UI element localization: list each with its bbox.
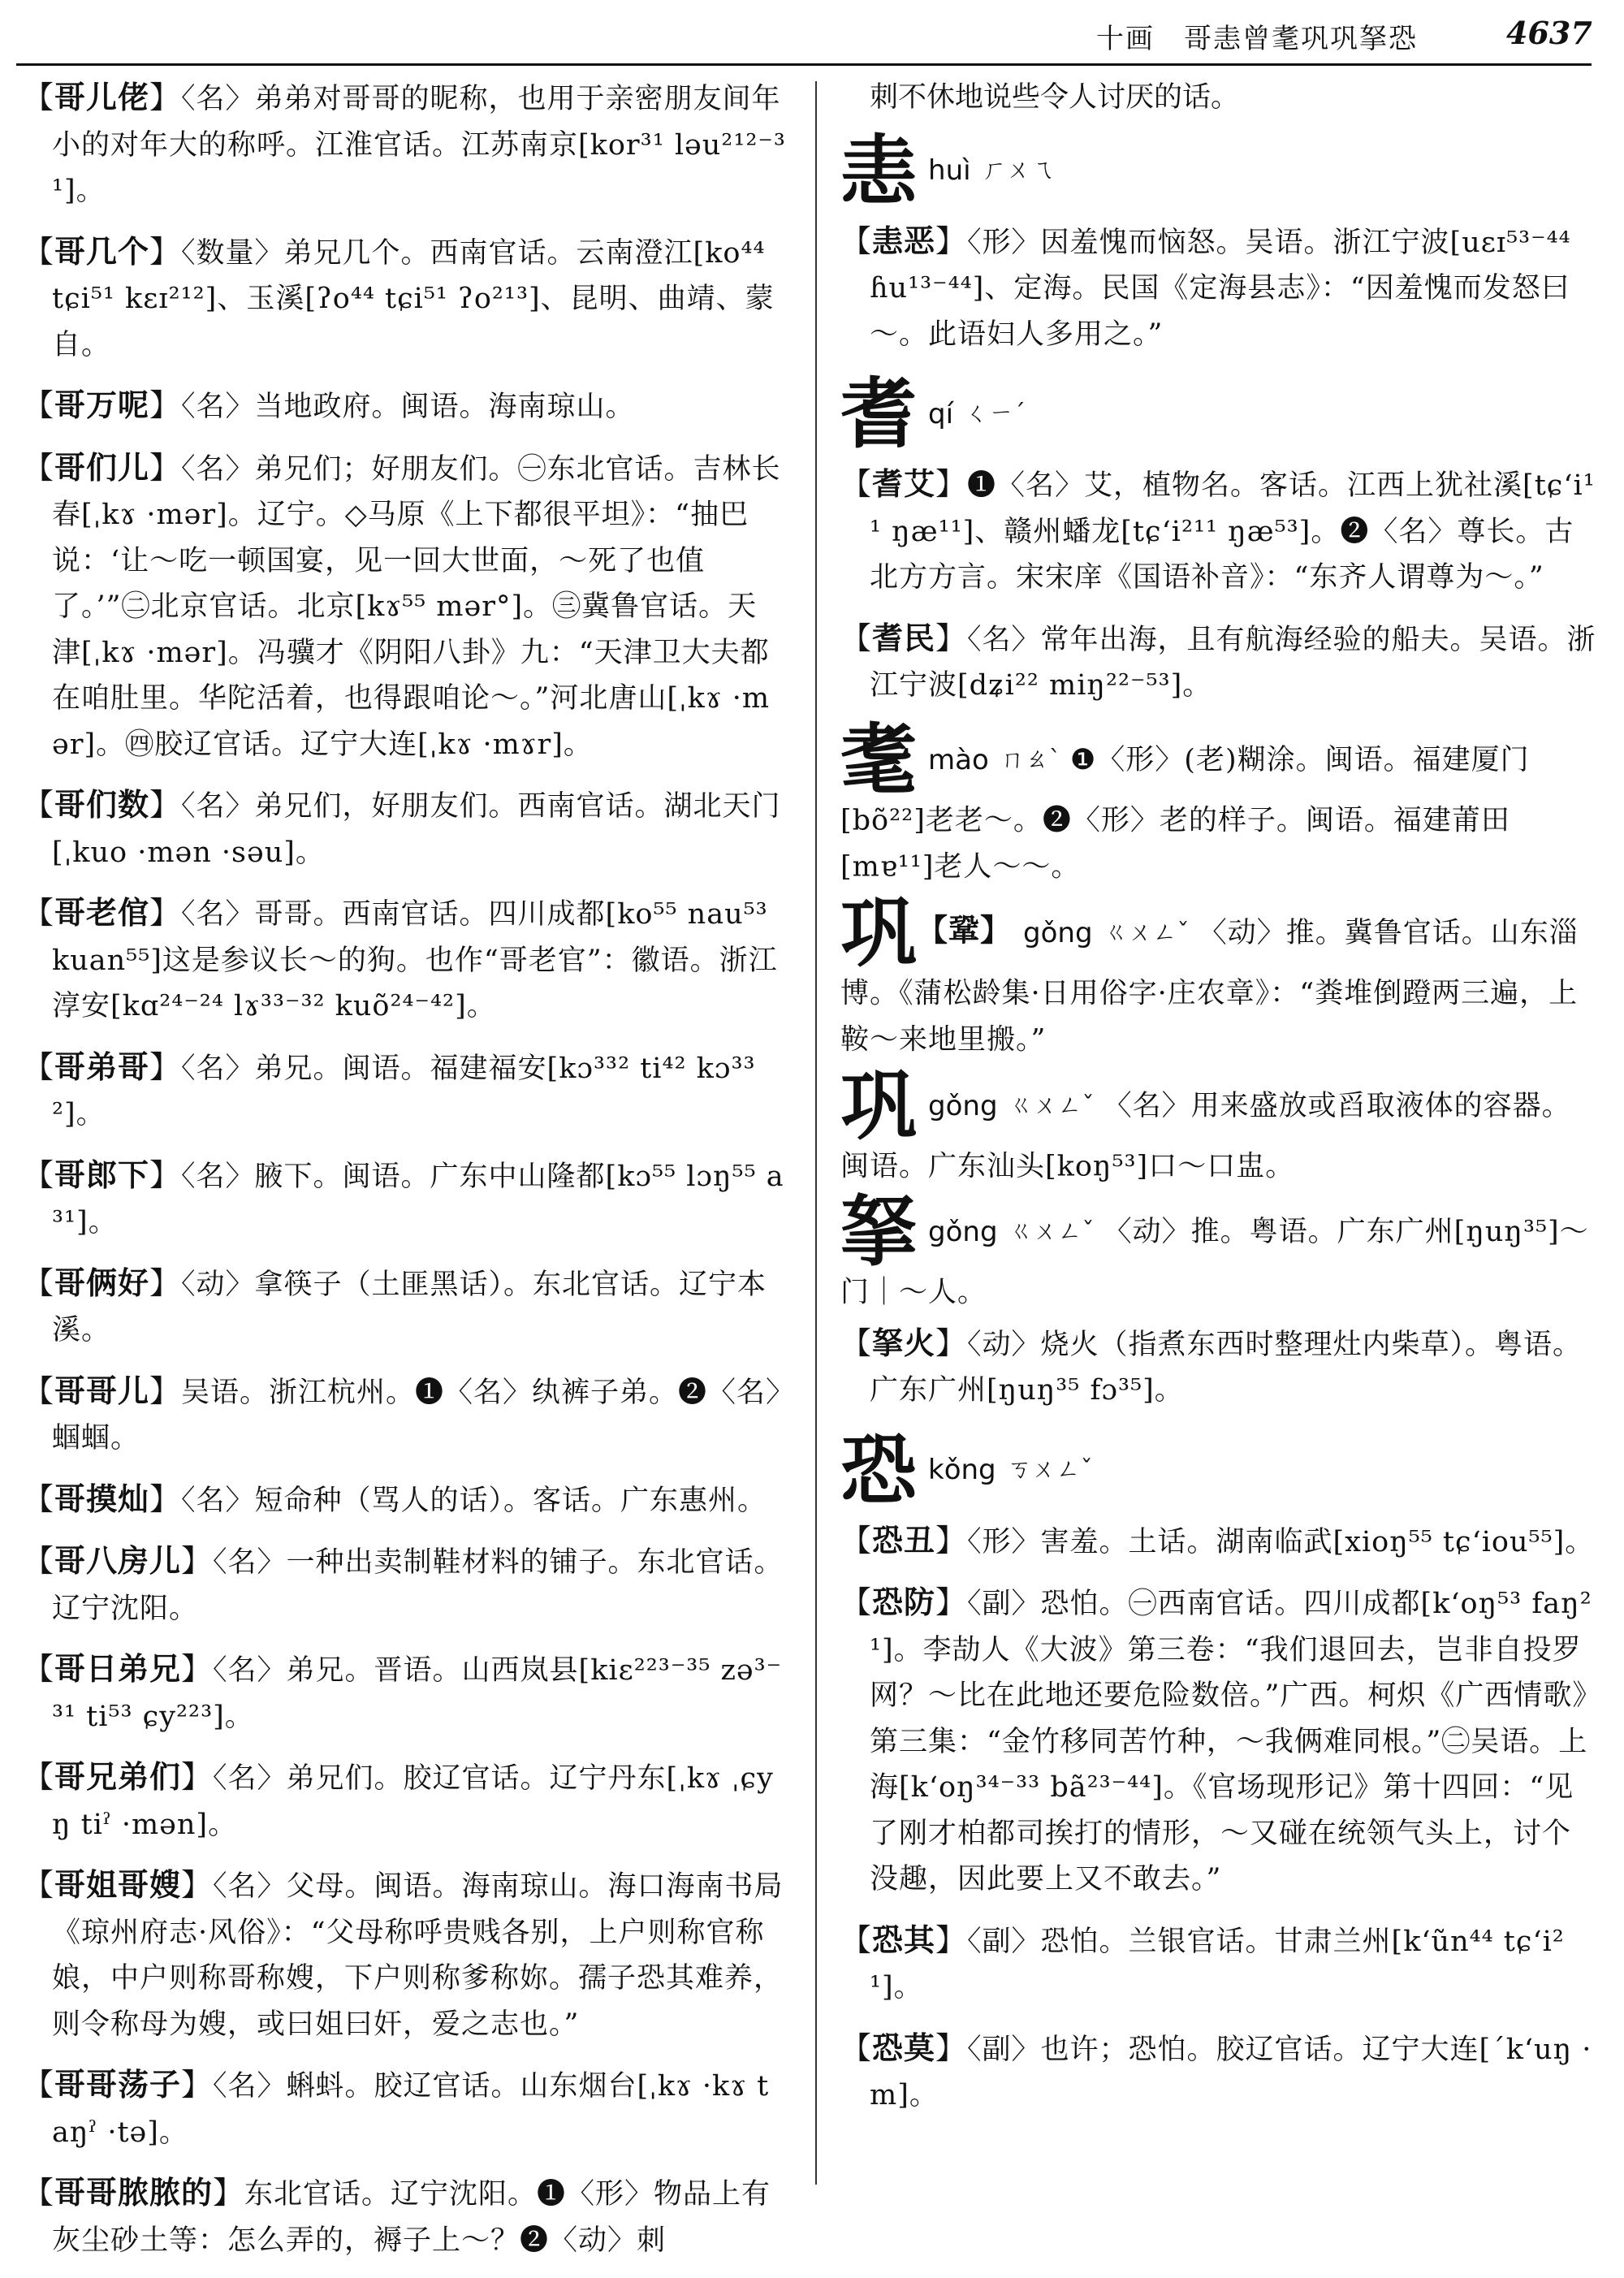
entry-group-hui [840, 218, 1600, 358]
char-heading-gong-vessel [840, 1061, 1600, 1190]
dictionary-entry [23, 1152, 786, 1246]
headword: 【哥日弟兄】 [23, 1650, 214, 1687]
entry-definition: 吴语。浙江杭州。❶〈名〉纨裤子弟。❷〈名〉蝈蝈。 [52, 1376, 781, 1455]
dictionary-entry [840, 2025, 1600, 2119]
headword: 【哥们数】 [23, 786, 182, 823]
dictionary-entry [23, 1538, 786, 1632]
dictionary-entry [840, 616, 1600, 709]
pinyin: gǒng [1023, 916, 1093, 949]
entry-definition: 〈动〉拿筷子（土匪黑话）。东北官话。辽宁本溪。 [52, 1268, 767, 1346]
entry-definition: 〈数量〉弟兄几个。西南官话。云南澄江[ko⁴⁴ tɕi⁵¹ kɛɪ²¹²]、玉溪[ʔo⁴⁴ tɕi⁵¹ ʔo²¹³]、昆明、曲靖、蒙自。 [52, 236, 775, 361]
headword: 【哥摸灿】 [23, 1480, 182, 1517]
column-divider [815, 81, 817, 2185]
headword: 【恐丑】 [840, 1521, 968, 1558]
headword: 【哥姐哥嫂】 [23, 1866, 214, 1903]
entry-definition: 〈名〉一种出卖制鞋材料的铺子。东北官话。辽宁沈阳。 [52, 1546, 784, 1625]
header-rule [16, 63, 1592, 66]
dictionary-entry [23, 890, 786, 1030]
entry-definition: 〈名〉当地政府。闽语。海南琼山。 [181, 391, 635, 423]
dictionary-entry [840, 218, 1600, 358]
headword: 【哥儿佬】 [23, 79, 182, 115]
headword: 【哥郎下】 [23, 1156, 182, 1193]
headword: 【耆艾】 [840, 465, 968, 502]
entry-definition: 东北官话。辽宁沈阳。❶〈形〉物品上有灰尘砂土等：怎么弄的，褥子上～？❷〈动〉刺 [52, 2178, 771, 2257]
headword: 【恐防】 [840, 1584, 968, 1620]
headword: 【哥八房儿】 [23, 1542, 214, 1579]
zhuyin: ㄏㄨㄟ [982, 156, 1056, 185]
dictionary-entry [23, 75, 786, 214]
head-char: 巩 [840, 888, 918, 978]
zhuyin: ㄍㄨㄥˇ [1009, 1091, 1095, 1120]
dictionary-entry [23, 1862, 786, 2047]
char-heading-hui [840, 126, 1600, 216]
entry-definition: 〈名〉腋下。闽语。广东中山隆都[kɔ⁵⁵ lɔŋ⁵⁵ a³¹]。 [52, 1160, 784, 1238]
head-char: 巩 [840, 1061, 918, 1151]
zhuyin: ㄎㄨㄥˇ [1007, 1455, 1093, 1485]
dictionary-entry [23, 383, 786, 430]
entry-definition: 〈名〉弟兄们。胶辽官话。辽宁丹东[ˌkɤ ˌɕyŋ tiˀ ·mən]。 [52, 1762, 774, 1841]
char-heading-mao [840, 715, 1600, 890]
dictionary-entry [23, 1646, 786, 1740]
pinyin: gǒng [928, 1089, 998, 1122]
entry-definition: 〈名〉弟弟对哥哥的昵称，也用于亲密朋友间年小的对年大的称呼。江淮官话。江苏南京[kor³¹ ləu²¹²⁻³¹]。 [52, 83, 786, 207]
entry-definition: 〈副〉恐怕。㊀西南官话。四川成都[kʻoŋ⁵³ faŋ²¹]。李劼人《大波》第三卷：“我们退回去，岂非自投罗网？～比在此地还要危险数倍。”广西。柯炽《广西情歌》第三集：“金竹移同苦竹种，～我俩难同根。”㊁吴语。上海[kʻoŋ³⁴⁻³³ bã²³⁻⁴⁴]。《官场现形记》第十四回：“见了刚才柏都司挨打的情形，～又碰在统领气头上，讨个没趣，因此要上又不敢去。” [870, 1588, 1592, 1895]
entry-definition: 〈名〉常年出海，且有航海经验的船夫。吴语。浙江宁波[dʑi²² miŋ²²⁻⁵³]。 [870, 623, 1596, 702]
headword: 【拏火】 [840, 1324, 968, 1361]
inline-definition: ❶〈形〉(老)糊涂。闽语。福建厦门[bõ²²]老老～。❷〈形〉老的样子。闽语。福建莆田[mɐ¹¹]老人～～。 [840, 743, 1530, 884]
dictionary-entry [23, 1476, 786, 1524]
inline-definition: 〈动〉推。粤语。广东广州[ŋuŋ³⁵]～门｜～人。 [840, 1216, 1589, 1309]
right-column [840, 75, 1600, 2133]
headword: 【哥俩好】 [23, 1264, 182, 1301]
headword: 【恚恶】 [840, 222, 968, 259]
headword: 【恐莫】 [840, 2029, 968, 2066]
dictionary-entry [840, 1580, 1600, 1903]
head-char: 耄 [840, 715, 918, 805]
inline-definition: 〈动〉推。冀鲁官话。山东淄博。《蒲松龄集·日用俗字·庄农章》：“粪堆倒蹬两三遍，上鞍～来地里搬。” [840, 916, 1579, 1057]
entry-group-gong [840, 1321, 1600, 1414]
dictionary-entry [23, 2062, 786, 2155]
entry-definition: 〈名〉父母。闽语。海南琼山。海口海南书局《琼州府志·风俗》：“父母称呼贵贱各别，上户则称官称娘，中户则称哥称嫂，下户则称爹称妳。孺子恐其难养，则令称母为嫂，或曰姐曰奸，爱之志也。” [52, 1870, 784, 2041]
headword: 【哥兄弟们】 [23, 1758, 214, 1795]
entry-definition: 〈名〉哥哥。西南官话。四川成都[ko⁵⁵ nau⁵³ kuan⁵⁵]这是参议长～的狗。也作“哥老官”：徽语。浙江淳安[kɑ²⁴⁻²⁴ lɤ³³⁻³² kuõ²⁴⁻⁴²]。 [52, 898, 778, 1022]
traditional-form: 【鞏】 [917, 911, 1013, 948]
entry-definition: 〈动〉烧火（指煮东西时整理灶内柴草）。粤语。广东广州[ŋuŋ³⁵ fɔ³⁵]。 [870, 1328, 1583, 1407]
headword: 【哥们儿】 [23, 448, 182, 486]
entry-definition: 〈副〉恐怕。兰银官话。甘肃兰州[kʻũn⁴⁴ tɕʻi²¹]。 [870, 1925, 1565, 2004]
dictionary-entry [23, 445, 786, 768]
entry-definition: 〈名〉弟兄们；好朋友们。㊀东北官话。吉林长春[ˌkɤ ·mər]。辽宁。◇马原《上下都很平坦》：“抽巴说：‘让～吃一顿国宴，见一回大世面，～死了也值了。’”㊁北京官话。北京[kɤ⁵⁵ mər°]。㊂冀鲁官话。天津[ˌkɤ ·mər]。冯骥才《阴阳八卦》九：“天津卫大夫都在咱肚里。华陀活着，也得跟咱论～。”河北唐山[ˌkɤ ·mər]。㊃胶辽官话。辽宁大连[ˌkɤ ·mɤr]。 [52, 452, 781, 761]
left-entry-list [23, 75, 786, 2263]
pinyin: mào [928, 743, 989, 776]
pinyin: qí [928, 397, 954, 430]
dictionary-entry [23, 782, 786, 875]
zhuyin: ㄇㄠˋ [1000, 745, 1061, 774]
entry-group-qi [840, 461, 1600, 709]
entry-group-kong [840, 1518, 1600, 2119]
headword: 【哥哥荡子】 [23, 2066, 214, 2103]
entry-definition: 〈名〉蝌蚪。胶辽官话。山东烟台[ˌkɤ ·kɤ taŋˀ ·tə]。 [52, 2070, 770, 2149]
headword: 【哥哥脓脓的】 [23, 2174, 245, 2211]
dictionary-entry [23, 1368, 786, 1462]
page-number: 4637 [1506, 15, 1592, 51]
head-char: 拏 [840, 1187, 918, 1277]
entry-definition: 〈名〉弟兄们，好朋友们。西南官话。湖北天门[ˌkuo ·mən ·səu]。 [52, 790, 781, 869]
head-char: 耆 [840, 370, 918, 459]
headword: 【哥哥儿】 [23, 1372, 182, 1409]
entry-definition: 〈形〉因羞愧而恼怒。吴语。浙江宁波[uɛɪ⁵³⁻⁴⁴ ɦu¹³⁻⁴⁴]、定海。民国《定海县志》：“因羞愧而发怒曰～。此语妇人多用之。” [870, 226, 1571, 351]
head-char: 恚 [840, 126, 918, 216]
dictionary-entry [840, 1518, 1600, 1566]
running-head: 十画 哥恚曾耄巩巩拏恐 [1096, 23, 1418, 55]
entry-definition: 〈名〉短命种（骂人的话）。客话。广东惠州。 [181, 1484, 767, 1517]
pinyin: kǒng [928, 1454, 996, 1487]
dictionary-entry [23, 1754, 786, 1848]
entry-definition: 〈副〉也许；恐怕。胶辽官话。辽宁大连[ˊkʻuŋ ·m]。 [870, 2033, 1592, 2112]
zhuyin: ㄍㄨㄥˇ [1009, 1217, 1095, 1246]
dictionary-entry [23, 229, 786, 369]
headword: 【哥万呢】 [23, 387, 182, 423]
entry-definition: 〈形〉害羞。土话。湖南临武[xioŋ⁵⁵ tɕʻiou⁵⁵]。 [967, 1525, 1595, 1558]
inline-definition: 〈名〉用来盛放或舀取液体的容器。闽语。广东汕头[koŋ⁵³]口～口盅。 [840, 1089, 1571, 1182]
char-heading-qi [840, 370, 1600, 459]
left-column [23, 75, 786, 2278]
char-heading-gong-push [840, 888, 1600, 1063]
entry-definition: 〈名〉弟兄。晋语。山西岚县[kiɛ²²³⁻³⁵ zə³⁻³¹ ti⁵³ ɕy²²³]。 [52, 1654, 783, 1733]
entry-definition: 〈名〉弟兄。闽语。福建福安[kɔ³³² ti⁴² kɔ³³²]。 [52, 1052, 756, 1130]
headword: 【恐其】 [840, 1921, 968, 1958]
continued-text: 刺不休地说些令人讨厌的话。 [870, 81, 1240, 114]
dictionary-entry [840, 1321, 1600, 1414]
entry-definition: ❶〈名〉艾，植物名。客话。江西上犹社溪[tɕʻi¹¹ ŋæ¹¹]、赣州蟠龙[tɕʻi²¹¹ ŋæ⁵³]。❷〈名〉尊长。古北方方言。宋宋庠《国语补音》：“东齐人谓尊为～。” [870, 469, 1596, 594]
dictionary-entry [23, 2170, 786, 2263]
dictionary-entry [840, 461, 1600, 601]
pinyin: gǒng [928, 1216, 998, 1248]
headword: 【哥弟哥】 [23, 1048, 182, 1085]
dictionary-entry [840, 1917, 1600, 2011]
dictionary-entry [23, 1044, 786, 1138]
pinyin: huì [928, 154, 971, 188]
dictionary-entry [23, 1260, 786, 1354]
char-heading-gong-push-yue [840, 1187, 1600, 1316]
char-heading-kong [840, 1425, 1600, 1515]
headword: 【哥老倌】 [23, 894, 182, 931]
headword: 【耆民】 [840, 619, 968, 656]
headword: 【哥几个】 [23, 232, 182, 270]
zhuyin: ㄑㄧˊ [965, 399, 1026, 428]
head-char: 恐 [840, 1425, 918, 1515]
zhuyin: ㄍㄨㄥˇ [1104, 918, 1190, 947]
